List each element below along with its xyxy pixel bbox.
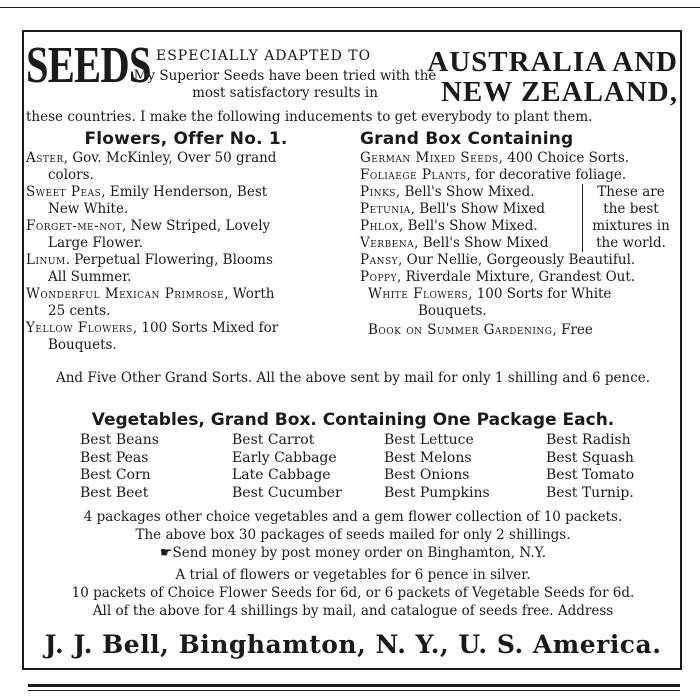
list-item: White Flowers, 100 Sorts for White Bouquets. xyxy=(368,286,612,319)
list-item: German Mixed Seeds, 400 Choice Sorts. xyxy=(360,150,630,166)
list-item: Sweet Peas, Emily Henderson, Best New White. xyxy=(26,184,268,217)
header xyxy=(22,34,680,125)
list-item: Late Cabbage xyxy=(232,467,331,483)
bottom-rule-thick xyxy=(28,684,680,687)
mixed-list xyxy=(360,184,578,252)
book-offer: Book on Summer Gardening, Free xyxy=(368,322,593,338)
list-item: Best Squash xyxy=(546,449,634,466)
frame-bottom xyxy=(22,668,682,670)
offer-line: The above box 30 packages of seeds mailed for only 2 shillings. xyxy=(135,527,571,543)
grand-box-column xyxy=(360,128,680,339)
list-item: Best Radish xyxy=(546,432,631,448)
pointing-hand-icon: ☛ xyxy=(159,545,173,561)
vegetables-heading: Vegetables, Grand Box. Containing One Package Each. xyxy=(91,410,615,430)
mixed-group xyxy=(360,184,680,252)
top-rule xyxy=(0,7,700,8)
list-item: Best Beet xyxy=(80,484,149,501)
seeds-title: SEEDS xyxy=(26,37,151,94)
list-item: Best Tomato xyxy=(546,467,635,483)
list-item: Best Turnip. xyxy=(546,484,634,501)
adapted-line: ESPECIALLY ADAPTED TO xyxy=(156,48,372,64)
vegetable-column xyxy=(80,432,159,502)
list-item: Best Lettuce xyxy=(384,432,474,448)
address-line: J. J. Bell, Binghamton, N. Y., U. S. America. xyxy=(44,630,662,659)
list-item: Best Cucumber xyxy=(232,484,342,501)
list-item: Wonderful Mexican Primrose, Worth 25 cents. xyxy=(26,286,275,319)
list-item: Poppy, Riverdale Mixture, Grandest Out. xyxy=(360,269,636,285)
tried-line: My Superior Seeds have been tried with the most satisfactory results in xyxy=(133,68,437,101)
list-item: Phlox, Bell's Show Mixed. xyxy=(360,218,538,234)
list-item: Linum. Perpetual Flowering, Blooms All Summer. xyxy=(26,252,273,285)
list-item: Best Peas xyxy=(80,449,149,466)
list-item: Pansy, Our Nellie, Gorgeously Beautiful. xyxy=(360,252,636,268)
flowers-heading: Flowers, Offer No. 1. xyxy=(84,129,288,149)
offer-line: All of the above for 4 shillings by mail, and catalogue of seeds free. Address xyxy=(92,603,614,619)
flowers-column xyxy=(26,128,346,354)
list-item: Early Cabbage xyxy=(232,449,337,466)
list-item: Foliaege Plants, for decorative foliage. xyxy=(360,167,627,183)
vegetable-column xyxy=(546,432,634,502)
country-line-2: NEW ZEALAND, xyxy=(440,76,678,108)
bottom-rule-thin xyxy=(28,690,680,691)
list-item: Best Corn xyxy=(80,467,151,483)
frame-right xyxy=(680,30,682,670)
list-item: Best Onions xyxy=(384,467,470,483)
offer-line: ☛Send money by post money order on Binghamton, N.Y. xyxy=(159,545,547,561)
list-item: Pinks, Bell's Show Mixed. xyxy=(360,184,535,200)
vegetable-column xyxy=(384,432,490,502)
frame-left xyxy=(22,30,24,670)
offer-line: A trial of flowers or vegetables for 6 pence in silver. xyxy=(175,567,531,583)
country-line-1: AUSTRALIA AND xyxy=(427,46,678,78)
list-item: Best Melons xyxy=(384,449,472,466)
frame-top xyxy=(22,30,682,32)
list-item: Petunia, Bell's Show Mixed xyxy=(360,201,546,217)
list-item: Forget-me-not, New Striped, Lovely Large Flower. xyxy=(26,218,271,251)
list-item: Verbena, Bell's Show Mixed xyxy=(360,235,549,251)
offer-line: 4 packages other choice vegetables and a gem flower collection of 10 packets. xyxy=(83,509,623,525)
trailer-line: And Five Other Grand Sorts. All the above sent by mail for only 1 shilling and 6 pence. xyxy=(55,370,651,386)
advertisement xyxy=(22,34,680,659)
grand-box-heading: Grand Box Containing xyxy=(360,129,574,149)
mixtures-note: These are the best mixtures in the world. xyxy=(582,184,679,252)
list-item: Best Beans xyxy=(80,432,159,448)
list-item: Best Pumpkins xyxy=(384,484,490,501)
list-item: Best Carrot xyxy=(232,432,315,448)
list-item: Yellow Flowers, 100 Sorts Mixed for Bouquets. xyxy=(26,320,279,353)
list-item: Aster, Gov. McKinley, Over 50 grand colors. xyxy=(26,150,277,183)
intro-line: these countries. I make the following inducements to get everybody to plant them. xyxy=(26,109,593,125)
offer-lines xyxy=(26,508,680,620)
offer-line: 10 packets of Choice Flower Seeds for 6d, or 6 packets of Vegetable Seeds for 6d. xyxy=(71,585,635,601)
vegetable-column xyxy=(232,432,342,502)
